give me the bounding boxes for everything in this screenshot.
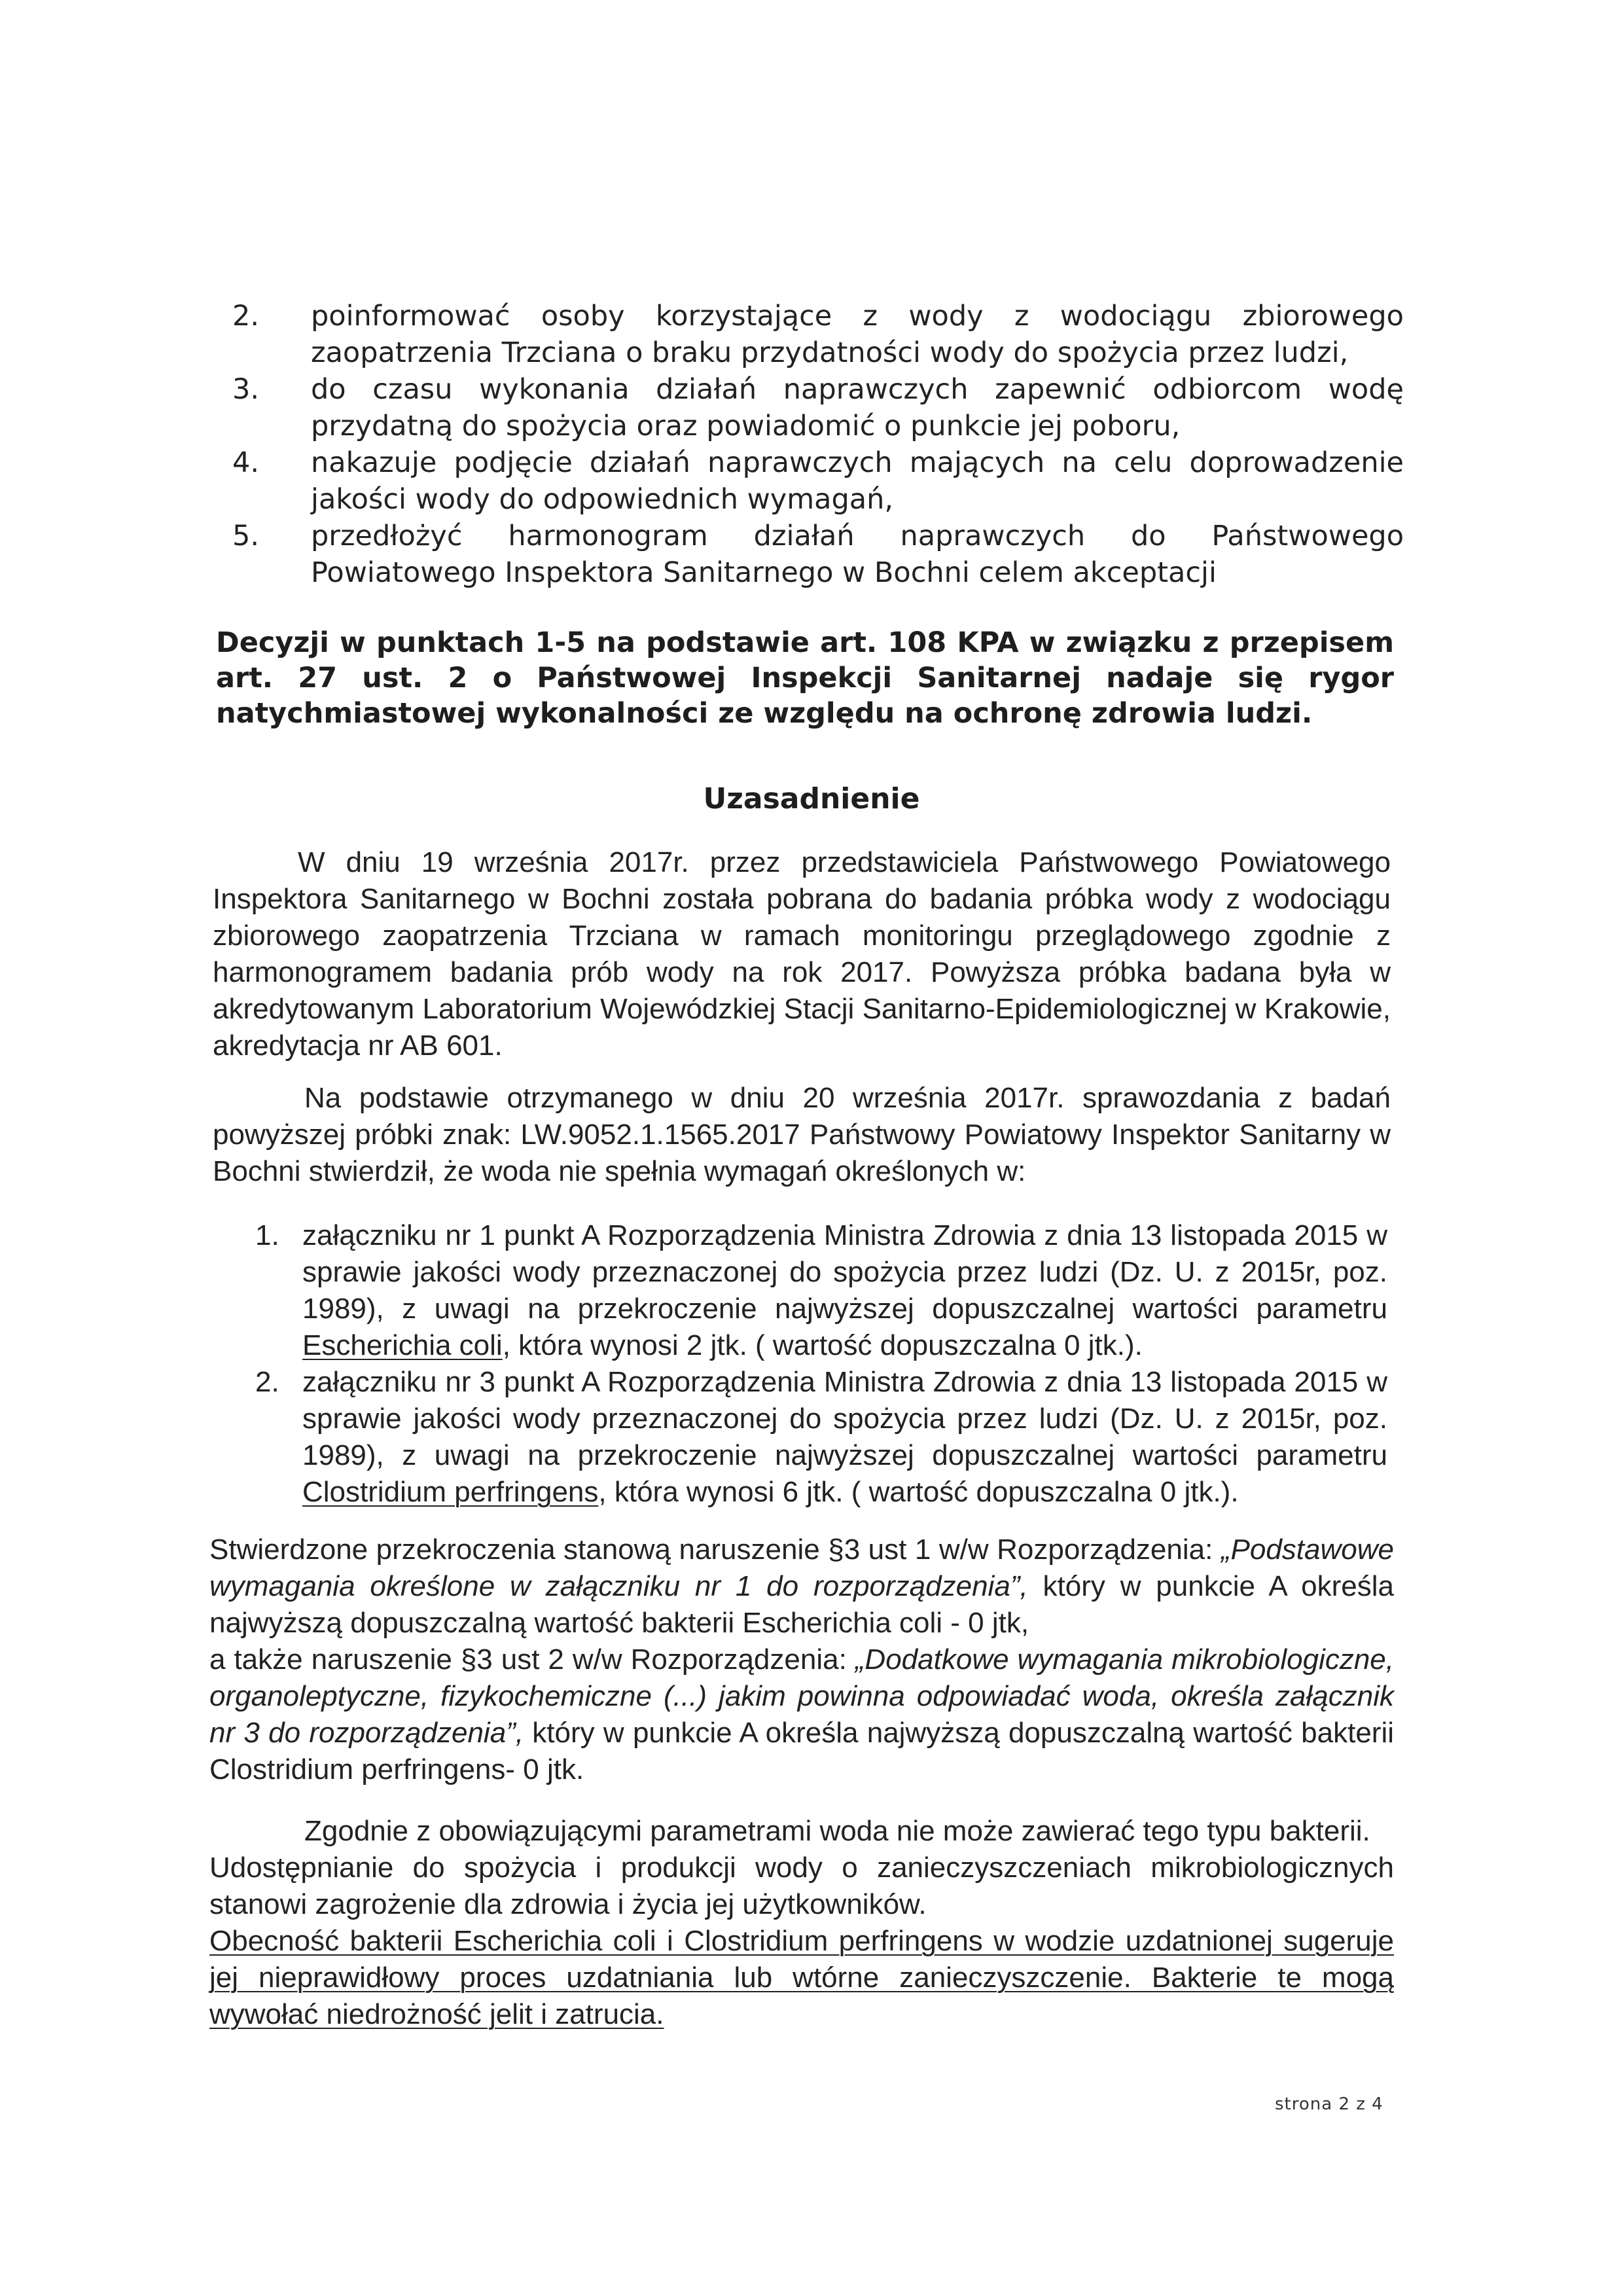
list-number: 2. bbox=[232, 300, 260, 332]
obligations-list bbox=[232, 298, 1404, 591]
violation-text: załączniku nr 1 punkt A Rozporządzenia Ministra Zdrowia z dnia 13 listopada 2015 w sprawie jakości wody przeznaczonej do spożycia przez ludzi (Dz. U. z 2015r, poz. 1989), z uwagi na przekroczenie najwyższej dopuszczalnej wartości parametru bbox=[302, 1219, 1387, 1325]
list-number: 3. bbox=[232, 373, 260, 406]
violation-text: załączniku nr 3 punkt A Rozporządzenia Ministra Zdrowia z dnia 13 listopada 2015 w sprawie jakości wody przeznaczonej do spożycia przez ludzi (Dz. U. z 2015r, poz. 1989), z uwagi na przekroczenie najwyższej dopuszczalnej wartości parametru bbox=[302, 1366, 1387, 1471]
list-item bbox=[255, 1364, 1387, 1511]
violation-value: , która wynosi 2 jtk. ( wartość dopuszczalna 0 jtk.). bbox=[502, 1329, 1143, 1361]
parameter-name: Clostridium perfringens bbox=[302, 1476, 599, 1508]
text-run: Stwierdzone przekroczenia stanową naruszenie §3 ust 1 w/w Rozporządzenia: bbox=[209, 1534, 1221, 1566]
violation-value: , która wynosi 6 jtk. ( wartość dopuszczalna 0 jtk.). bbox=[598, 1476, 1239, 1508]
list-item bbox=[232, 298, 1404, 371]
list-number: 2. bbox=[255, 1366, 279, 1398]
list-text: nakazuje podjęcie działań naprawczych mających na celu doprowadzenie jakości wody do odpowiednich wymagań, bbox=[311, 446, 1404, 516]
list-item bbox=[255, 1217, 1387, 1364]
quoted-text: „Podstawowe wymagania określone w załączniku nr 1 do rozporządzenia”, bbox=[209, 1534, 1394, 1602]
list-item bbox=[232, 518, 1404, 591]
list-number: 5. bbox=[232, 520, 260, 552]
list-item bbox=[232, 371, 1404, 444]
enforcement-clause: Decyzji w punktach 1-5 na podstawie art. 108 KPA w związku z przepisem art. 27 ust. 2 o Państwowej Inspekcji Sanitarnej nadaje się rygor natychmiastowej wykonalności ze względu na ochronę zdrowia ludzi. bbox=[216, 626, 1394, 730]
page-number: strona 2 z 4 bbox=[1275, 2094, 1383, 2114]
justification-paragraph-1: W dniu 19 września 2017r. przez przedstawiciela Państwowego Powiatowego Inspektora Sanitarnego w Bochni została pobrana do badania próbka wody z wodociągu zbiorowego zaopatrzenia Trzciana w ramach monitoringu przeglądowego zgodnie z harmonogramem badania prób wody na rok 2017. Powyższa próbka badana była w akredytowanym Laboratorium Wojewódzkiej Stacji Sanitarno-Epidemiologicznej w Krakowie, akredytacja nr AB 601. bbox=[213, 846, 1391, 1062]
text-run: który w punkcie A określa najwyższą dopuszczalną wartość bakterii Escherichia coli - 0 jtk, bbox=[209, 1570, 1394, 1639]
justification-paragraph-2: Na podstawie otrzymanego w dniu 20 września 2017r. sprawozdania z badań powyższej próbki znak: LW.9052.1.1565.2017 Państwowy Powiatowy Inspektor Sanitarny w Bochni stwierdził, że woda nie spełnia wymagań określonych w: bbox=[213, 1082, 1391, 1187]
regulation-section-1 bbox=[209, 1532, 1394, 1641]
text-line: Udostępnianie do spożycia i produkcji wody o zanieczyszczeniach mikrobiologicznych stanowi zagrożenie dla zdrowia i życia jej użytkowników. bbox=[209, 1852, 1394, 1920]
text-run: a także naruszenie §3 ust 2 w/w Rozporządzenia: bbox=[209, 1643, 855, 1676]
justification-paragraph-4 bbox=[209, 1813, 1394, 2033]
list-item bbox=[232, 444, 1404, 518]
regulation-section-2 bbox=[209, 1641, 1394, 1788]
violations-list bbox=[255, 1217, 1387, 1511]
list-text: przedłożyć harmonogram działań naprawczych do Państwowego Powiatowego Inspektora Sanitarnego w Bochni celem akceptacji bbox=[311, 520, 1404, 589]
parameter-name: Escherichia coli bbox=[302, 1329, 503, 1361]
text-run: który w punkcie A określa najwyższą dopuszczalną wartość bakterii Clostridium perfringens- 0 jtk. bbox=[209, 1717, 1394, 1785]
list-text: do czasu wykonania działań naprawczych zapewnić odbiorcom wodę przydatną do spożycia oraz powiadomić o punkcie jej poboru, bbox=[311, 373, 1404, 442]
text-line: Zgodnie z obowiązującymi parametrami woda nie może zawierać tego typu bakterii. bbox=[304, 1815, 1370, 1847]
justification-paragraph-3 bbox=[209, 1532, 1394, 1788]
list-number: 1. bbox=[255, 1219, 279, 1251]
list-number: 4. bbox=[232, 446, 260, 479]
quoted-text: „Dodatkowe wymagania mikrobiologiczne, organoleptyczne, fizykochemiczne (...) jakim powinna odpowiadać woda, określa załącznik nr 3 do rozporządzenia”, bbox=[209, 1643, 1394, 1749]
list-text: poinformować osoby korzystające z wody z wodociągu zbiorowego zaopatrzenia Trzciana o braku przydatności wody do spożycia przez ludzi, bbox=[311, 300, 1404, 369]
section-heading: Uzasadnienie bbox=[703, 782, 920, 816]
underlined-conclusion: Obecność bakterii Escherichia coli i Clostridium perfringens w wodzie uzdatnionej sugeruje jej nieprawidłowy proces uzdatniania lub wtórne zanieczyszczenie. Bakterie te mogą wywołać niedrożność jelit i zatrucia. bbox=[209, 1925, 1394, 2030]
